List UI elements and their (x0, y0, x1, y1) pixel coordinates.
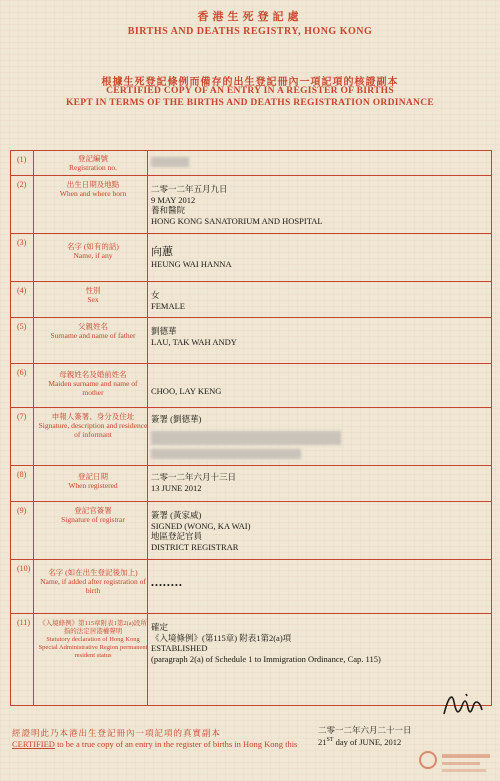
label-zh: 父親姓名 (78, 322, 108, 331)
row-label (37, 506, 149, 524)
row-number: (11) (17, 618, 31, 627)
redaction-blur (151, 431, 341, 445)
row-number: (3) (17, 238, 27, 247)
entry-row-name-added (11, 559, 491, 613)
register-entry-table (10, 150, 492, 706)
label-zh: 申報人簽署、身分及住址 (51, 412, 135, 421)
value-line: CHOO, LAY KENG (151, 386, 222, 396)
registry-title-zh: 香港生死登記處 (197, 11, 303, 23)
redacted-registration-no (151, 157, 189, 167)
issue-date-rest: day of JUNE, 2012 (335, 737, 402, 747)
row-number: (9) (17, 506, 27, 515)
label-en: When registered (68, 481, 118, 490)
certified-text: to be a true copy of an entry in the register of births in Hong Kong this (57, 739, 298, 749)
row-value (151, 472, 236, 493)
row-label (37, 472, 149, 490)
row-label (37, 286, 149, 304)
value-line: LAU, TAK WAH ANDY (151, 336, 237, 347)
entry-row-registrar (11, 501, 491, 559)
label-en: Surname and name of father (50, 331, 136, 340)
row-value (151, 246, 232, 270)
watermark-logo (418, 748, 496, 776)
certificate-title-zh: 根據生死登記條例而備存的出生登記冊內一項記項的核證副本 (101, 77, 399, 88)
value-line: FEMALE (151, 300, 185, 311)
registrar-signature (440, 688, 488, 724)
issue-day-suffix: ST (326, 737, 334, 744)
label-en: Maiden surname and name of mother (48, 379, 138, 397)
label-zh: 登記編號 (78, 154, 108, 163)
value-line: 確定 (151, 622, 169, 632)
label-zh: 出生日期及地點 (66, 180, 120, 189)
certification-statement-zh: 經證明此乃本港出生登記冊內一項記項的真實副本 (12, 728, 222, 738)
row-value (151, 386, 221, 397)
issue-date-zh: 二零一二年六月二十一日 (318, 725, 412, 735)
value-line: 13 JUNE 2012 (151, 482, 202, 493)
certificate-title-en-2: KEPT IN TERMS OF THE BIRTHS AND DEATHS REGISTRATION ORDINANCE (65, 98, 435, 108)
value-line: 簽署 (劉德華) (151, 414, 202, 424)
entry-row-mother (11, 363, 491, 407)
value-line: 地區登記官員 (151, 531, 203, 541)
label-en: When and where born (59, 189, 127, 198)
row-label (37, 242, 149, 260)
value-line: (paragraph 2(a) of Schedule 1 to Immigration Ordinance, Cap. 115) (151, 653, 381, 664)
row-number: (8) (17, 470, 27, 479)
redaction-blur (151, 449, 301, 459)
row-value (151, 580, 183, 591)
row-value (151, 290, 185, 311)
row-label (37, 322, 149, 340)
label-zh: 登記日期 (78, 472, 108, 481)
value-line: ESTABLISHED (151, 643, 208, 653)
label-en: Statutory declaration of Hong Kong Special Administrative Region permanent resident status (38, 636, 148, 659)
row-number: (5) (17, 322, 27, 331)
value-line: HONG KONG SANATORIUM AND HOSPITAL (151, 215, 323, 226)
row-number: (2) (17, 180, 27, 189)
label-en: Signature, description and residence of informant (38, 421, 148, 439)
value-line: •••••••• (151, 580, 183, 590)
value-line: DISTRICT REGISTRAR (151, 541, 239, 552)
certification-statement-en (12, 739, 297, 749)
row-value (151, 326, 237, 347)
value-line: HEUNG WAI HANNA (151, 259, 232, 269)
certificate-title-en-1: CERTIFIED COPY OF AN ENTRY IN A REGISTER OF BIRTHS (106, 86, 394, 96)
label-en: Signature of registrar (61, 515, 125, 524)
label-zh: 《入境條例》第115章附表1第2(a)段所指的法定居港權聲明 (39, 620, 147, 635)
entry-row-informant (11, 407, 491, 465)
value-line: 劉德華 (151, 326, 177, 336)
entry-row-father (11, 317, 491, 363)
value-line: 女 (151, 290, 160, 300)
label-zh: 性別 (85, 286, 101, 295)
label-zh: 名字 (如有的話) (67, 242, 119, 251)
value-line: 9 MAY 2012 (151, 194, 196, 205)
row-value (151, 622, 381, 664)
row-number: (10) (17, 564, 31, 573)
row-label (37, 568, 149, 595)
value-line: 二零一二年六月十三日 (151, 472, 237, 482)
label-en: Name, if any (73, 251, 113, 260)
issue-date-en (318, 737, 401, 747)
row-number: (4) (17, 286, 27, 295)
label-zh: 母親姓名及婚前姓名 (59, 370, 127, 379)
row-label (37, 154, 149, 172)
value-line: 《入境條例》(第115章) 附表1第2(a)項 (151, 632, 292, 643)
entry-row-registered-date (11, 465, 491, 501)
entry-row-residence-status (11, 613, 491, 705)
row-label (37, 180, 149, 198)
row-label (37, 412, 149, 439)
issue-day: 21 (318, 737, 327, 747)
label-zh: 登記官簽署 (74, 506, 112, 515)
label-en: Registration no. (69, 163, 117, 172)
row-label (37, 370, 149, 397)
value-line: 養和醫院 (151, 205, 186, 215)
redaction-blur (151, 157, 189, 167)
value-line: 二零一二年五月九日 (151, 184, 228, 194)
value-line: SIGNED (WONG, KA WAI) (151, 520, 251, 531)
row-value (151, 510, 250, 552)
value-line: 簽署 (黃家威) (151, 510, 202, 520)
entry-row-sex (11, 281, 491, 317)
entry-row-registration-no (11, 151, 491, 175)
row-value (151, 414, 341, 459)
registry-title-en: BIRTHS AND DEATHS REGISTRY, HONG KONG (127, 26, 373, 37)
entry-row-birth-date-place (11, 175, 491, 233)
row-label (37, 620, 149, 660)
certified-word: CERTIFIED (12, 739, 55, 749)
row-number: (7) (17, 412, 27, 421)
row-value (151, 184, 323, 226)
entry-row-name (11, 233, 491, 281)
row-number: (6) (17, 368, 27, 377)
label-zh: 名字 (如在出生登記後加上) (48, 568, 138, 577)
label-en: Name, if added after registration of birth (40, 577, 146, 595)
label-en: Sex (87, 295, 99, 304)
row-number: (1) (17, 155, 27, 164)
value-line: 向蕙 (151, 246, 173, 258)
